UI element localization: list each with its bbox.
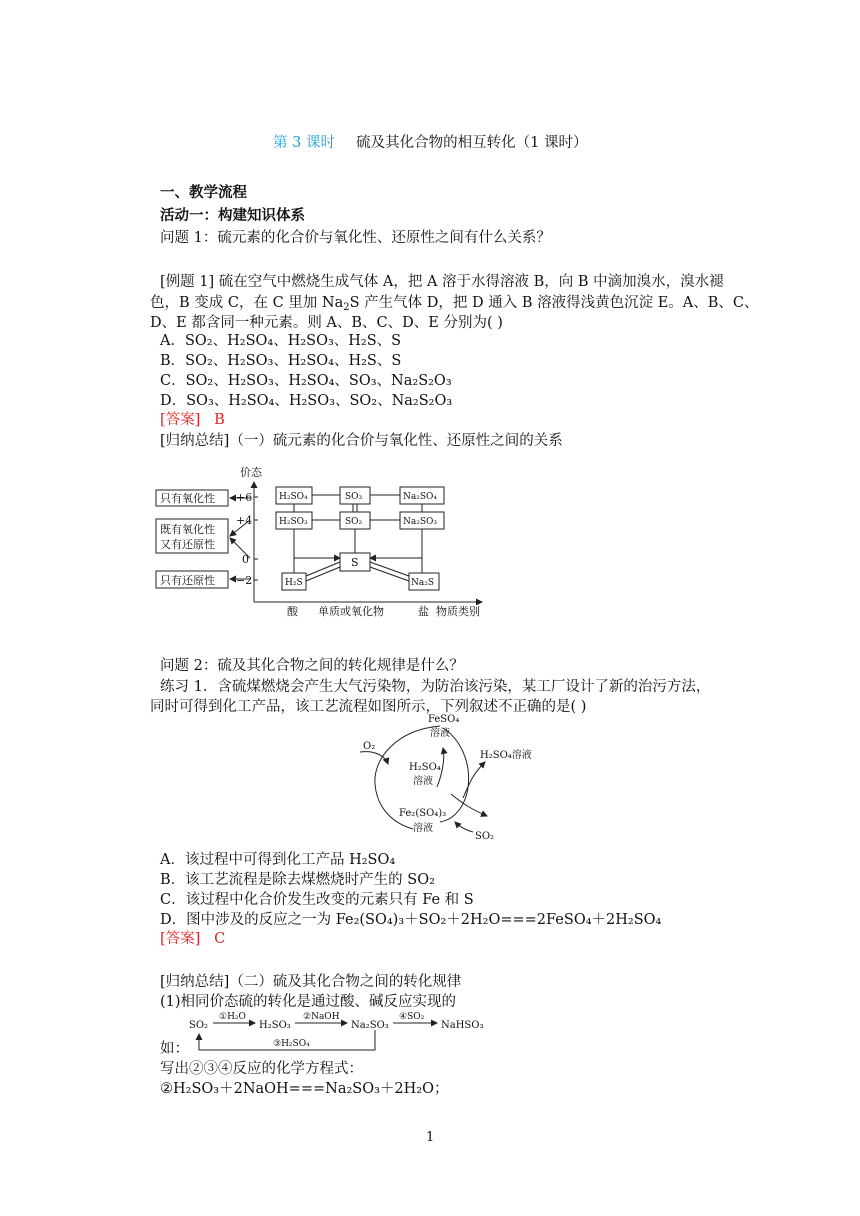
node-so2: SO₂ [345,517,363,527]
tick-plus6: +6 [236,491,253,504]
node-na2so3: Na₂SO₃ [403,517,438,527]
example-line-2: 色，B 变成 C，在 C 里加 $Na_2S$ 产生气体 D，把 D 通入 B 溶液得浅黄色沉淀 E。A、B、C、 [150,295,759,313]
practice-option-d: D．图中涉及的反应之一为 Fe₂(SO₄)₃＋SO₂＋2H₂O===2FeSO₄＋2H₂SO₄ [160,912,662,928]
node-na2s: Na₂S [411,578,435,588]
chain-r4: ④SO₂ [399,1012,425,1022]
xcat-acid: 酸 [287,605,298,618]
option-b: B．SO₂、H₂SO₃、H₂SO₄、H₂S、S [160,353,402,369]
write-equations: 写出②③④反应的化学方程式： [160,1061,363,1077]
valence-diagram [150,460,500,620]
title-text: 硫及其化合物的相互转化（1 课时） [356,135,588,151]
chain-so2: SO₂ [189,1020,209,1031]
equation-2: ②H₂SO₃＋2NaOH===Na₂SO₃＋2H₂O； [160,1081,449,1097]
node-s: S [351,556,359,569]
answer-2-label: [答案] [160,931,201,947]
answer-2 [160,929,225,949]
answer-1 [160,410,225,430]
practice-option-b: B．该工艺流程是除去煤燃烧时产生的 SO₂ [160,872,435,888]
practice-line-2: 同时可得到化工产品，该工艺流程如图所示，下列叙述不正确的是( ) [150,699,587,715]
option-d: D．SO₃、H₂SO₄、H₂SO₃、SO₂、Na₂S₂O₃ [160,393,453,409]
conversion-chain [185,1010,505,1054]
both-label-2: 又有还原性 [160,538,215,551]
node-h2so3: H₂SO₃ [279,517,308,527]
chain-r3: ③H₂SO₄ [273,1039,310,1049]
chain-r2: ②NaOH [303,1012,340,1022]
node-h2s: H₂S [285,578,303,588]
question-2: 问题 2：硫及其化合物之间的转化规律是什么？ [160,658,464,674]
only-reducing-label: 只有还原性 [160,574,215,587]
example-line-3: D、E 都含同一种元素。则 A、B、C、D、E 分别为( ) [150,315,503,331]
both-label-1: 既有氧化性 [160,523,215,536]
example-prefix: 如： [160,1041,189,1057]
only-oxidizing-label: 只有氧化性 [160,492,215,505]
xcat-salt: 盐 [418,605,429,618]
cycle-h2so4-product: H₂SO₄溶液 [480,750,532,761]
answer-value: B [214,412,225,428]
xcat-element-oxide: 单质或氧化物 [318,605,384,618]
practice-line-1: 练习 1．含硫煤燃烧会产生大气污染物，为防治该污染，某工厂设计了新的治污方法， [160,679,711,695]
chain-h2so3: H₂SO₃ [259,1020,291,1031]
summary-2: [归纳总结]（二）硫及其化合物之间的转化规律 [160,974,462,990]
practice-option-c: C．该过程中化合价发生改变的元素只有 Fe 和 S [160,892,474,908]
node-h2so4: H₂SO₄ [279,492,308,502]
tick-zero: 0 [242,553,249,566]
node-so3: SO₃ [345,492,363,502]
cycle-diagram [355,712,555,847]
cycle-fe2so43-sol: 溶液 [413,823,433,834]
example-line-1: [例题 1] 硫在空气中燃烧生成气体 A，把 A 溶于水得溶液 B，向 B 中滴加溴水，溴水褪 [160,274,724,290]
chain-nahso3: NaHSO₃ [441,1020,484,1031]
activity-heading: 活动一：构建知识体系 [160,207,305,224]
summary-1: [归纳总结]（一）硫元素的化合价与氧化性、还原性之间的关系 [160,433,563,449]
example-line-2a: 色，B 变成 C，在 C 里加 Na [150,295,344,311]
chain-r1: ①H₂O [219,1012,246,1022]
answer-2-value: C [214,931,226,947]
example-line-2b: S 产生气体 D，把 D 通入 B 溶液得浅黄色沉淀 E。A、B、C、 [349,295,759,311]
cycle-so2: SO₂ [475,831,495,842]
answer-label: [答案] [160,412,201,428]
axis-x-label: 物质类别 [436,605,480,618]
practice-option-a: A．该过程中可得到化工产品 H₂SO₄ [160,852,396,868]
page-title [273,133,588,153]
cycle-feso4-sol: 溶液 [430,728,450,739]
cycle-feso4: FeSO₄ [428,714,460,725]
chain-na2so3: Na₂SO₃ [351,1020,389,1031]
question-1: 问题 1：硫元素的化合价与氧化性、还原性之间有什么关系？ [160,230,551,246]
cycle-o2: O₂ [363,741,376,752]
page-number: 1 [426,1130,435,1145]
tick-plus4: +4 [236,514,253,527]
node-na2so4: Na₂SO₄ [403,492,438,502]
cycle-h2so4-sol: 溶液 [413,776,433,787]
section-heading: 一、教学流程 [160,184,247,201]
option-c: C．SO₂、H₂SO₃、H₂SO₄、SO₃、Na₂S₂O₃ [160,373,452,389]
rule-1: (1)相同价态硫的转化是通过酸、碱反应实现的 [160,994,457,1010]
axis-y-label: 价态 [240,466,262,479]
lesson-number: 第 3 课时 [273,135,335,151]
tick-minus2: −2 [236,574,253,587]
cycle-h2so4: H₂SO₄ [409,762,441,773]
option-a: A．SO₂、H₂SO₄、H₂SO₃、H₂S、S [160,333,402,349]
cycle-fe2so43: Fe₂(SO₄)₃ [399,808,447,819]
